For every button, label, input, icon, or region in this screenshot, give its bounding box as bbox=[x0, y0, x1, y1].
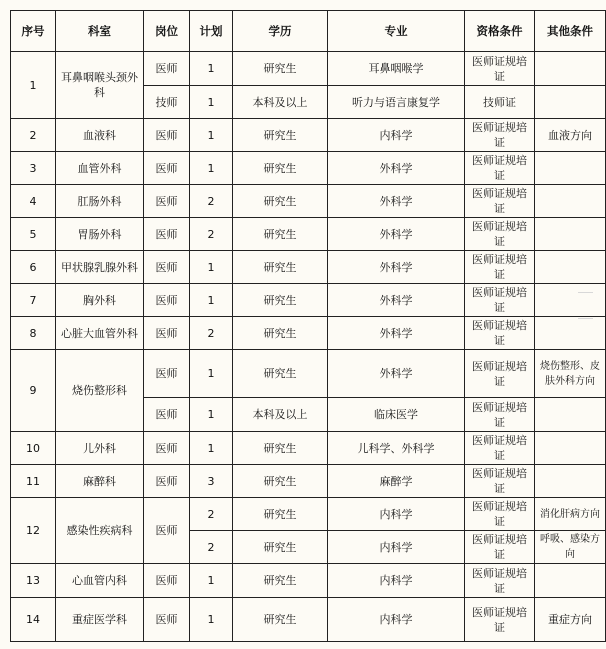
cell-qualification: 技师证 bbox=[465, 86, 535, 119]
header-no: 序号 bbox=[11, 11, 56, 52]
cell-education: 研究生 bbox=[233, 498, 328, 531]
cell-plan: 1 bbox=[190, 251, 233, 284]
cell-dept: 重症医学科 bbox=[56, 598, 144, 642]
cell-education: 研究生 bbox=[233, 465, 328, 498]
cell-position: 医师 bbox=[144, 498, 190, 564]
cell-major: 外科学 bbox=[328, 185, 465, 218]
cell-position: 医师 bbox=[144, 218, 190, 251]
cell-plan: 1 bbox=[190, 398, 233, 432]
header-dept: 科室 bbox=[56, 11, 144, 52]
cell-plan: 1 bbox=[190, 598, 233, 642]
table-row bbox=[11, 52, 606, 86]
cell-no: 4 bbox=[11, 185, 56, 218]
header-plan: 计划 bbox=[190, 11, 233, 52]
cell-dept: 烧伤整形科 bbox=[56, 350, 144, 432]
cell-no: 2 bbox=[11, 119, 56, 152]
cell-dept: 甲状腺乳腺外科 bbox=[56, 251, 144, 284]
header-position: 岗位 bbox=[144, 11, 190, 52]
cell-other: 呼吸、感染方向 bbox=[535, 531, 606, 564]
cell-education: 本科及以上 bbox=[233, 86, 328, 119]
cell-plan: 1 bbox=[190, 284, 233, 317]
cell-education: 研究生 bbox=[233, 251, 328, 284]
cell-major: 听力与语言康复学 bbox=[328, 86, 465, 119]
table-row bbox=[11, 251, 606, 284]
header-qualification: 资格条件 bbox=[465, 11, 535, 52]
cell-plan: 1 bbox=[190, 432, 233, 465]
cell-education: 研究生 bbox=[233, 598, 328, 642]
cell-position: 医师 bbox=[144, 284, 190, 317]
cell-education: 研究生 bbox=[233, 218, 328, 251]
cell-plan: 2 bbox=[190, 498, 233, 531]
cell-plan: 2 bbox=[190, 218, 233, 251]
cell-plan: 1 bbox=[190, 52, 233, 86]
cell-qualification: 医师证规培证 bbox=[465, 432, 535, 465]
cell-no: 6 bbox=[11, 251, 56, 284]
cell-position: 医师 bbox=[144, 185, 190, 218]
cell-position: 医师 bbox=[144, 52, 190, 86]
header-other: 其他条件 bbox=[535, 11, 606, 52]
cell-major: 儿科学、外科学 bbox=[328, 432, 465, 465]
cell-qualification: 医师证规培证 bbox=[465, 52, 535, 86]
cell-education: 研究生 bbox=[233, 317, 328, 350]
cell-major: 外科学 bbox=[328, 317, 465, 350]
cell-other bbox=[535, 185, 606, 218]
cell-major: 内科学 bbox=[328, 598, 465, 642]
cell-qualification: 医师证规培证 bbox=[465, 251, 535, 284]
cell-qualification: 医师证规培证 bbox=[465, 531, 535, 564]
cell-other bbox=[535, 398, 606, 432]
cell-dept: 胸外科 bbox=[56, 284, 144, 317]
cell-qualification: 医师证规培证 bbox=[465, 498, 535, 531]
cell-plan: 2 bbox=[190, 185, 233, 218]
cell-no: 12 bbox=[11, 498, 56, 564]
table-row bbox=[11, 350, 606, 398]
cell-plan: 1 bbox=[190, 564, 233, 598]
cell-dept: 感染性疾病科 bbox=[56, 498, 144, 564]
cell-dept: 胃肠外科 bbox=[56, 218, 144, 251]
cell-position: 医师 bbox=[144, 398, 190, 432]
cell-education: 研究生 bbox=[233, 564, 328, 598]
table-row bbox=[11, 598, 606, 642]
cell-major: 外科学 bbox=[328, 350, 465, 398]
cell-position: 医师 bbox=[144, 350, 190, 398]
cell-other bbox=[535, 251, 606, 284]
cell-major: 外科学 bbox=[328, 251, 465, 284]
cell-position: 医师 bbox=[144, 465, 190, 498]
cell-major: 内科学 bbox=[328, 498, 465, 531]
cell-qualification: 医师证规培证 bbox=[465, 465, 535, 498]
table-row bbox=[11, 152, 606, 185]
cell-no: 3 bbox=[11, 152, 56, 185]
cell-education: 本科及以上 bbox=[233, 398, 328, 432]
recruitment-table-container bbox=[10, 10, 606, 642]
cell-other bbox=[535, 465, 606, 498]
cell-qualification: 医师证规培证 bbox=[465, 218, 535, 251]
cell-other bbox=[535, 152, 606, 185]
cell-other bbox=[535, 432, 606, 465]
cell-no: 13 bbox=[11, 564, 56, 598]
header-education: 学历 bbox=[233, 11, 328, 52]
cell-dept: 肛肠外科 bbox=[56, 185, 144, 218]
cell-no: 8 bbox=[11, 317, 56, 350]
cell-other: 重症方向 bbox=[535, 598, 606, 642]
cell-major: 外科学 bbox=[328, 284, 465, 317]
cell-major: 内科学 bbox=[328, 119, 465, 152]
cell-position: 医师 bbox=[144, 251, 190, 284]
cell-qualification: 医师证规培证 bbox=[465, 598, 535, 642]
cell-other bbox=[535, 284, 606, 317]
cell-education: 研究生 bbox=[233, 119, 328, 152]
cell-no: 14 bbox=[11, 598, 56, 642]
cell-other bbox=[535, 52, 606, 86]
cell-plan: 2 bbox=[190, 317, 233, 350]
cell-dept: 心脏大血管外科 bbox=[56, 317, 144, 350]
table-row bbox=[11, 185, 606, 218]
cell-no: 9 bbox=[11, 350, 56, 432]
cell-plan: 1 bbox=[190, 350, 233, 398]
cell-major: 内科学 bbox=[328, 564, 465, 598]
cell-education: 研究生 bbox=[233, 185, 328, 218]
cell-dept: 麻醉科 bbox=[56, 465, 144, 498]
table-row bbox=[11, 498, 606, 531]
cell-position: 医师 bbox=[144, 317, 190, 350]
cell-plan: 2 bbox=[190, 531, 233, 564]
cell-qualification: 医师证规培证 bbox=[465, 398, 535, 432]
cell-other bbox=[535, 218, 606, 251]
cell-qualification: 医师证规培证 bbox=[465, 119, 535, 152]
recruitment-table bbox=[10, 10, 606, 642]
table-row bbox=[11, 284, 606, 317]
cell-qualification: 医师证规培证 bbox=[465, 350, 535, 398]
table-row bbox=[11, 564, 606, 598]
cell-dept: 儿外科 bbox=[56, 432, 144, 465]
cell-education: 研究生 bbox=[233, 350, 328, 398]
cell-other bbox=[535, 564, 606, 598]
page-edge-line bbox=[578, 318, 593, 319]
cell-dept: 血液科 bbox=[56, 119, 144, 152]
cell-dept: 血管外科 bbox=[56, 152, 144, 185]
cell-major: 临床医学 bbox=[328, 398, 465, 432]
cell-major: 外科学 bbox=[328, 218, 465, 251]
cell-major: 耳鼻咽喉学 bbox=[328, 52, 465, 86]
cell-position: 医师 bbox=[144, 432, 190, 465]
cell-no: 1 bbox=[11, 52, 56, 119]
cell-dept: 耳鼻咽喉头颈外科 bbox=[56, 52, 144, 119]
header-major: 专业 bbox=[328, 11, 465, 52]
page-edge-line bbox=[578, 292, 593, 293]
cell-plan: 1 bbox=[190, 86, 233, 119]
cell-qualification: 医师证规培证 bbox=[465, 185, 535, 218]
table-row bbox=[11, 119, 606, 152]
table-row bbox=[11, 317, 606, 350]
cell-major: 外科学 bbox=[328, 152, 465, 185]
cell-qualification: 医师证规培证 bbox=[465, 564, 535, 598]
cell-no: 10 bbox=[11, 432, 56, 465]
cell-no: 11 bbox=[11, 465, 56, 498]
cell-education: 研究生 bbox=[233, 152, 328, 185]
cell-other: 消化肝病方向 bbox=[535, 498, 606, 531]
header-row bbox=[11, 11, 606, 52]
table-row bbox=[11, 218, 606, 251]
cell-position: 医师 bbox=[144, 152, 190, 185]
cell-position: 医师 bbox=[144, 598, 190, 642]
cell-other bbox=[535, 317, 606, 350]
cell-position: 医师 bbox=[144, 119, 190, 152]
cell-education: 研究生 bbox=[233, 531, 328, 564]
cell-qualification: 医师证规培证 bbox=[465, 152, 535, 185]
cell-major: 麻醉学 bbox=[328, 465, 465, 498]
cell-major: 内科学 bbox=[328, 531, 465, 564]
cell-dept: 心血管内科 bbox=[56, 564, 144, 598]
cell-other: 烧伤整形、皮肤外科方向 bbox=[535, 350, 606, 398]
cell-position: 技师 bbox=[144, 86, 190, 119]
cell-education: 研究生 bbox=[233, 284, 328, 317]
cell-qualification: 医师证规培证 bbox=[465, 284, 535, 317]
cell-qualification: 医师证规培证 bbox=[465, 317, 535, 350]
cell-other: 血液方向 bbox=[535, 119, 606, 152]
cell-position: 医师 bbox=[144, 564, 190, 598]
table-row bbox=[11, 432, 606, 465]
table-row bbox=[11, 465, 606, 498]
cell-plan: 1 bbox=[190, 152, 233, 185]
cell-other bbox=[535, 86, 606, 119]
cell-education: 研究生 bbox=[233, 432, 328, 465]
cell-plan: 3 bbox=[190, 465, 233, 498]
cell-no: 5 bbox=[11, 218, 56, 251]
cell-education: 研究生 bbox=[233, 52, 328, 86]
cell-no: 7 bbox=[11, 284, 56, 317]
cell-plan: 1 bbox=[190, 119, 233, 152]
